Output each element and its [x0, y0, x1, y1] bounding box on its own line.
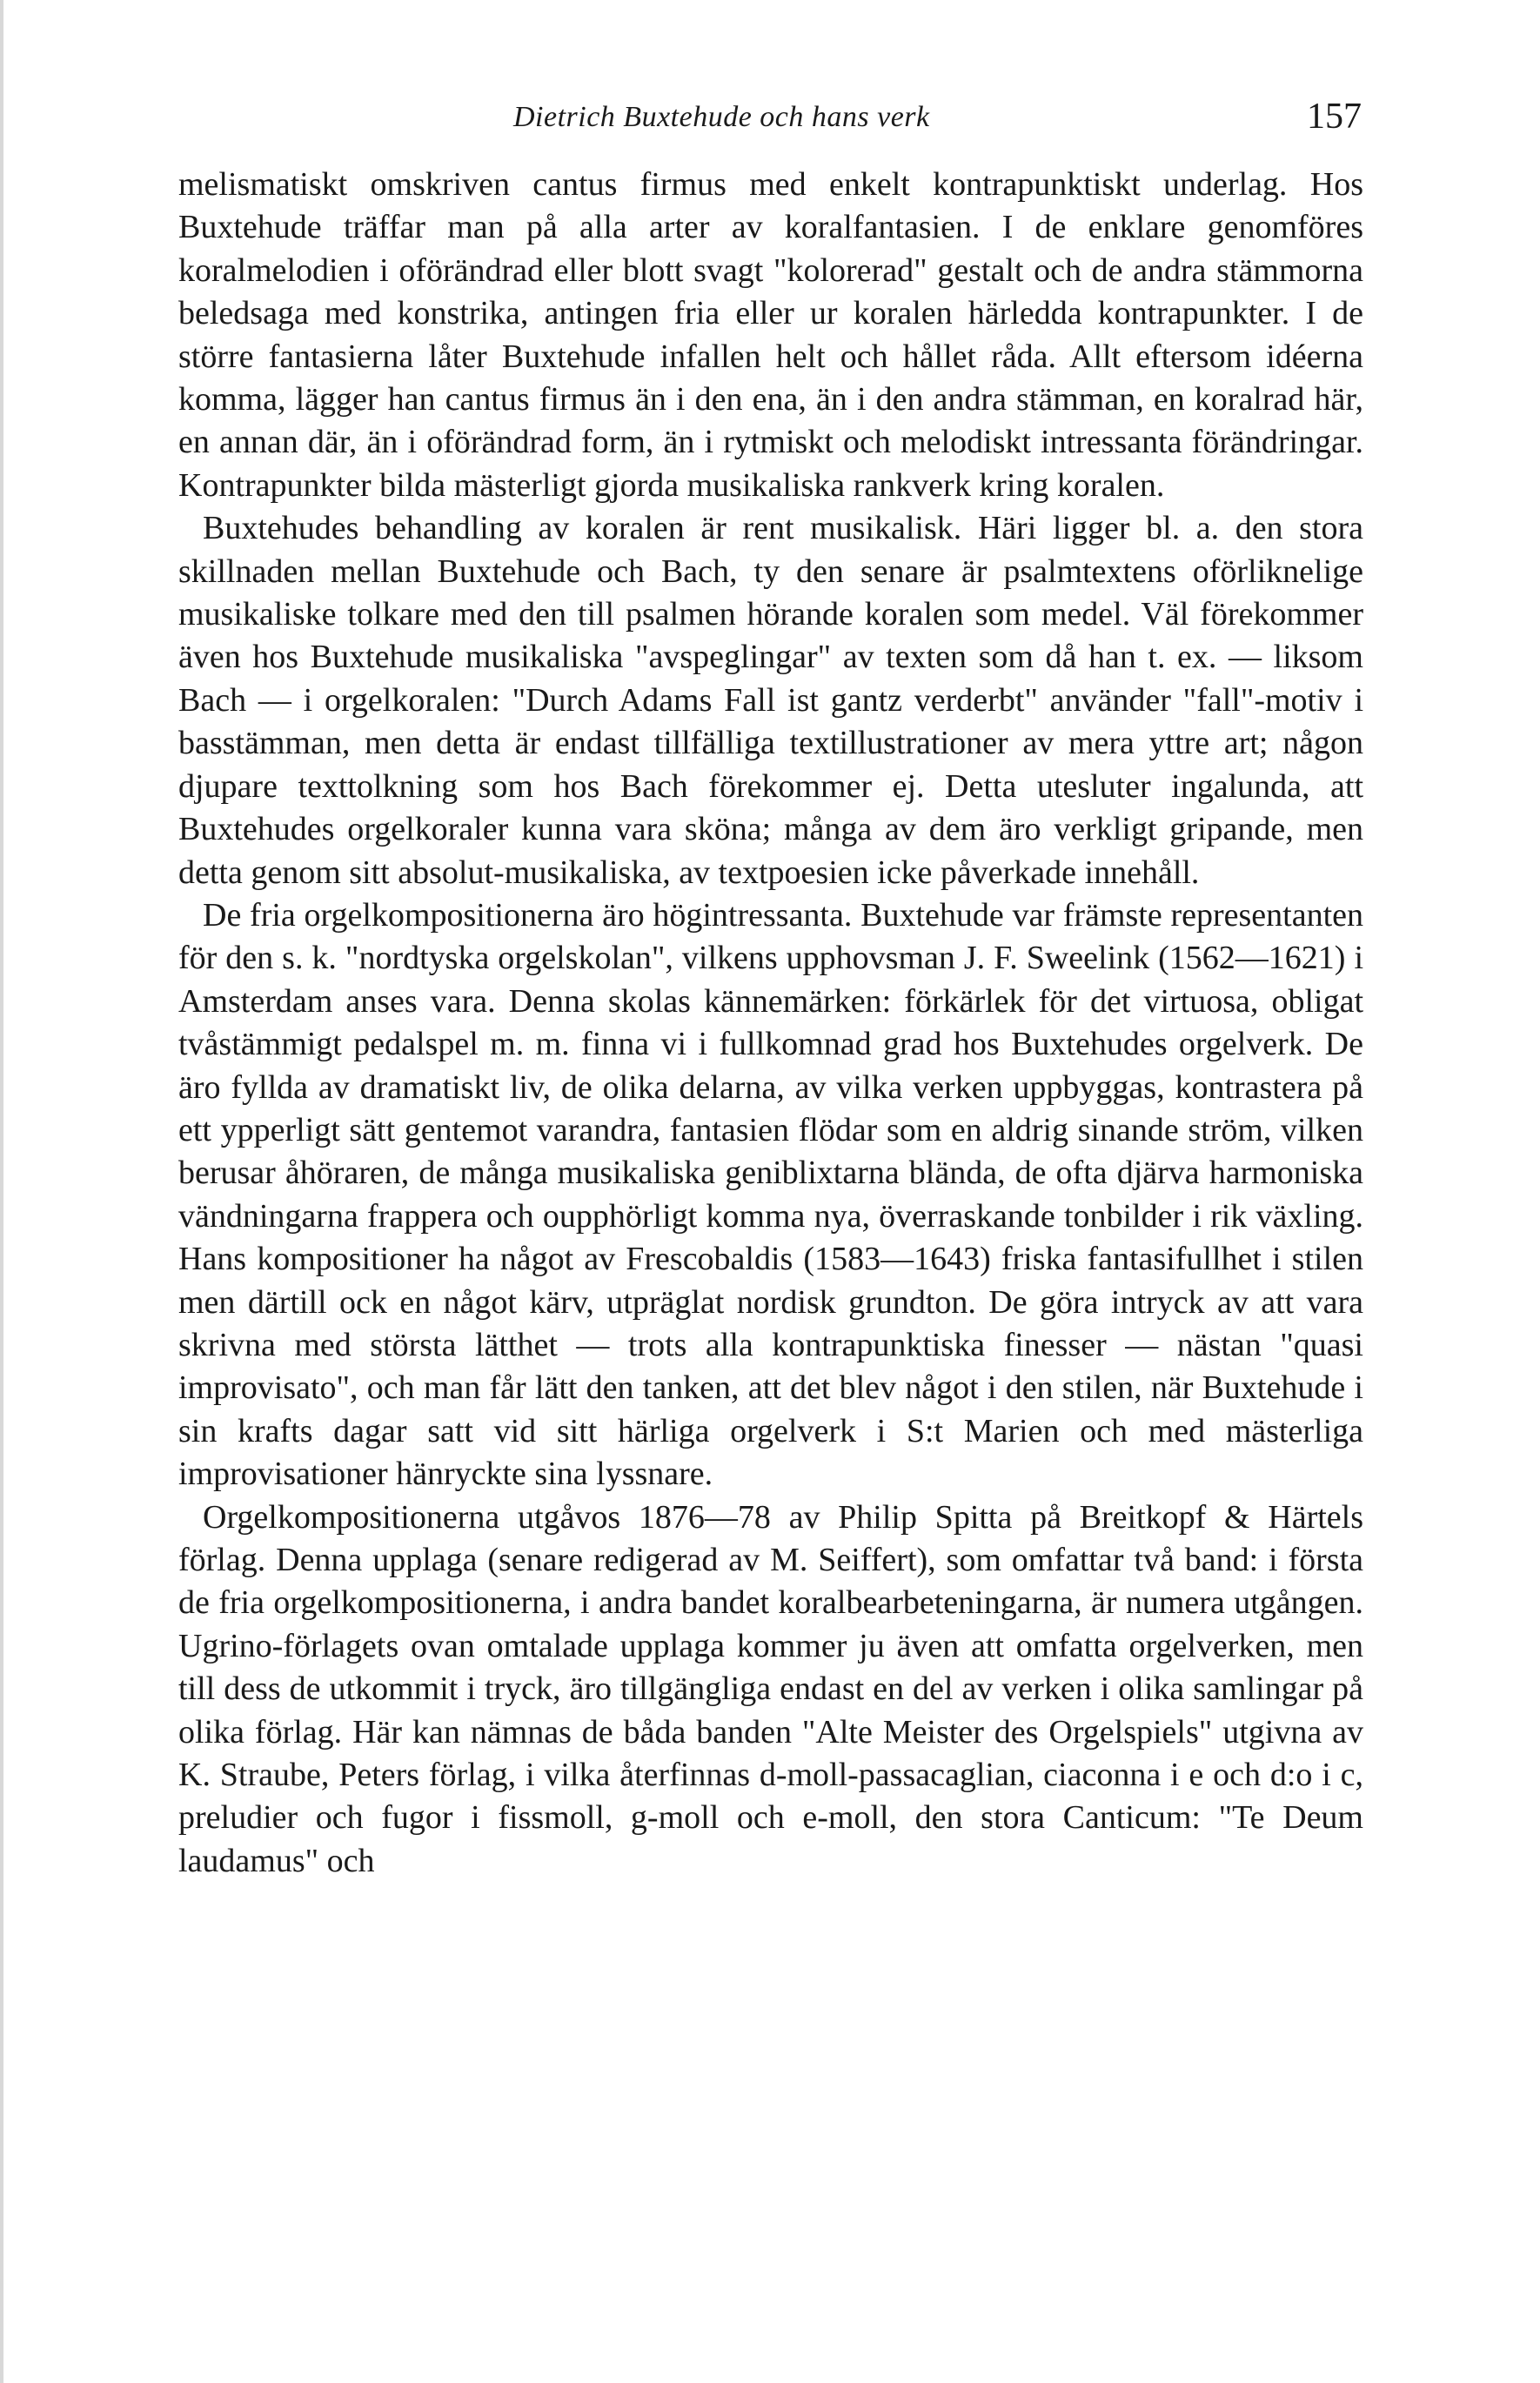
running-title: Dietrich Buxtehude och hans verk — [513, 101, 930, 133]
body-text — [178, 164, 1363, 1883]
paragraph-4: Orgelkompositionerna utgåvos 1876—78 av Philip Spitta på Breitkopf & Härtels förlag. Denna upplaga (senare redigerad av M. Seiffert), som omfattar två band: i första de fria orgelkompositionerna, i andra bandet koralbearbeteningarna, är numera utgången. Ugrino-förlagets ovan omtalade upplaga kommer ju även att omfatta orgelverken, men till dess de utkommit i tryck, äro tillgängliga endast en del av verken i olika samlingar på olika förlag. Här kan nämnas de båda banden "Alte Meister des Orgelspiels" utgivna av K. Straube, Peters förlag, i vilka återfinnas d-moll-passacaglian, ciaconna i e och d:o i c, preludier och fugor i fissmoll, g-moll och e-moll, den stora Canticum: "Te Deum laudamus" och — [178, 1498, 1363, 1879]
page-number: 157 — [1307, 97, 1362, 137]
paragraph-3: De fria orgelkompositionerna äro högintressanta. Buxtehude var främste representanten för den s. k. "nordtyska orgelskolan", vilkens upphovsman J. F. Sweelink (1562—1621) i Amsterdam anses vara. Denna skolas kännemärken: förkärlek för det virtuosa, obligat tvåstämmigt pedalspel m. m. finna vi i fullkomnad grad hos Buxtehudes orgelverk. De äro fyllda av dramatiskt liv, de olika delarna, av vilka verken uppbyggas, kontrastera på ett ypperligt sätt gentemot varandra, fantasien flödar som en aldrig sinande ström, vilken berusar åhöraren, de många musikaliska geniblixtarna blända, de ofta djärva harmoniska vändningarna frappera och oupphörligt komma nya, överraskande tonbilder i rik växling. Hans kompositioner ha något av Frescobaldis (1583—1643) friska fantasifullhet i stilen men därtill ock en något kärv, utpräglat nordisk grundton. De göra intryck av att vara skrivna med största lätthet — trots alla kontrapunktiska finesser — nästan "quasi improvisato", och man får lätt den tanken, att det blev något i den stilen, när Buxtehude i sin krafts dagar satt vid sitt härliga orgelverk i S:t Marien och med mästerliga improvisationer hänryckte sina lyssnare. — [178, 896, 1363, 1493]
paragraph-2: Buxtehudes behandling av koralen är rent musikalisk. Häri ligger bl. a. den stora skillnaden mellan Buxtehude och Bach, ty den senare är psalmtextens oförliknelige musikaliske tolkare med den till psalmen hörande koralen som medel. Väl förekommer även hos Buxtehude musikaliska "avspeglingar" av texten som då han t. ex. — liksom Bach — i orgelkoralen: "Durch Adams Fall ist gantz verderbt" använder "fall"-motiv i basstämman, men detta är endast tillfälliga textillustrationer av mera yttre art; någon djupare texttolkning som hos Bach förekommer ej. Detta utesluter ingalunda, att Buxtehudes orgelkoraler kunna vara sköna; många av dem äro verkligt gripande, men detta genom sitt absolut-musikaliska, av textpoesien icke påverkade innehåll. — [178, 510, 1363, 891]
paragraph-1: melismatiskt omskriven cantus firmus med enkelt kontrapunktiskt underlag. Hos Buxtehude träffar man på alla arter av koralfantasien. I de enklare genomföres koralmelodien i oförändrad eller blott svagt "kolorerad" gestalt och de andra stämmorna beledsaga med konstrika, antingen fria eller ur koralen härledda kontrapunkter. I de större fantasierna låter Buxtehude infallen helt och hållet råda. Allt eftersom idéerna komma, lägger han cantus firmus än i den ena, än i den andra stämman, en koralrad här, en annan där, än i oförändrad form, än i rytmiskt och melodiskt intressanta förändringar. Kontrapunkter bilda mästerligt gjorda musikaliska rankverk kring koralen. — [178, 166, 1363, 504]
page-edge-shadow — [0, 0, 3, 2383]
running-header — [178, 96, 1362, 148]
